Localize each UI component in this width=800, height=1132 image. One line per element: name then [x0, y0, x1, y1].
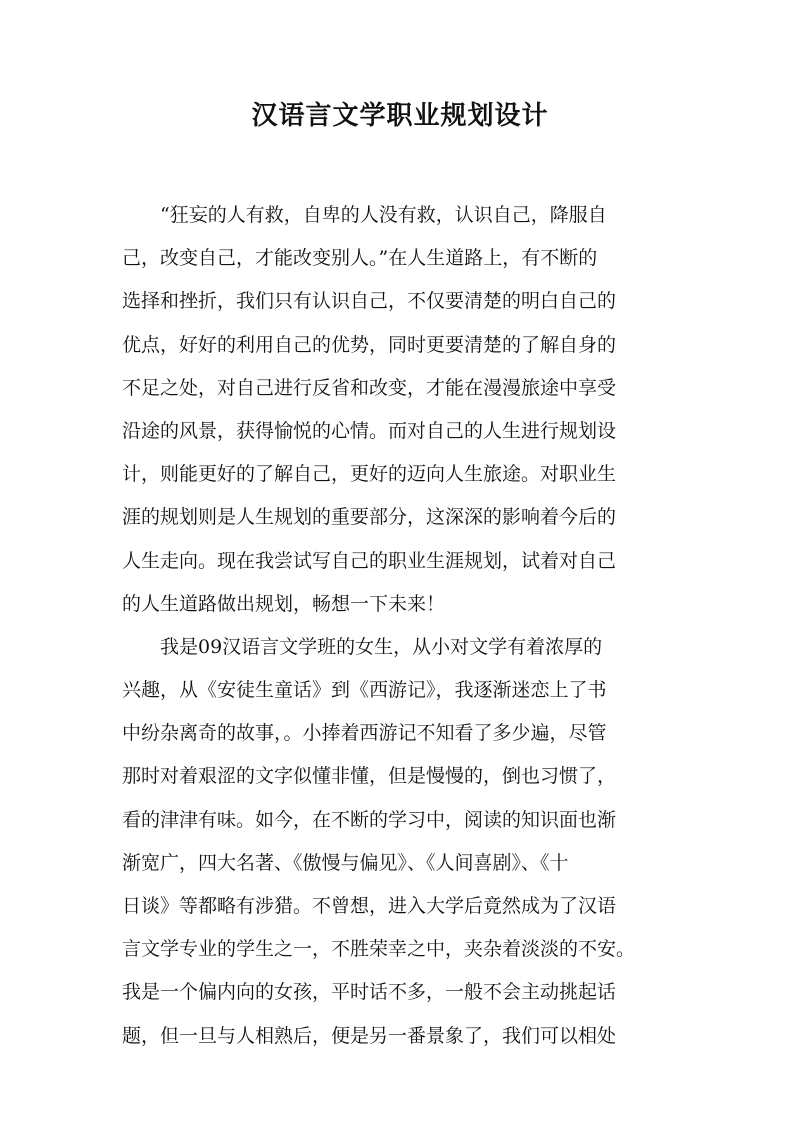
text-line: 渐宽广，四大名著、《傲慢与偏见》、《人间喜剧》、《十: [122, 851, 569, 874]
text-line: 中纷杂离奇的故事，。小捧着西游记不知看了多少遍，尽管: [122, 722, 607, 745]
text-line: 己，改变自己，才能改变别人。”在人生道路上，有不断的: [122, 247, 598, 270]
text-line: 言文学专业的学生之一，不胜荣幸之中，夹杂着淡淡的不安。: [122, 938, 636, 961]
document-body: [122, 194, 682, 1058]
text-line: 我是一个偏内向的女孩，平时话不多，一般不会主动挑起话: [122, 981, 617, 1004]
text-line: 看的津津有味。如今，在不断的学习中，阅读的知识面也渐: [122, 808, 617, 831]
text-line: 题，但一旦与人相熟后，便是另一番景象了，我们可以相处: [122, 1024, 617, 1047]
text-line: “狂妄的人有救，自卑的人没有救，认识自己，降服自: [122, 204, 607, 226]
text-line: 兴趣，从《安徒生童话》到《西游记》，我逐渐迷恋上了书: [122, 679, 607, 702]
text-line: 那时对着艰涩的文字似懂非懂，但是慢慢的，倒也习惯了，: [122, 765, 617, 788]
text-line: 选择和挫折，我们只有认识自己，不仅要清楚的明白自己的: [122, 290, 617, 313]
text-line: 不足之处，对自己进行反省和改变，才能在漫漫旅途中享受: [122, 376, 617, 399]
text-line: 涯的规划则是人生规划的重要部分，这深深的影响着今后的: [122, 506, 617, 529]
document-title: 汉语言文学职业规划设计: [251, 101, 549, 131]
text-line: 的人生道路做出规划，畅想一下未来！: [122, 592, 446, 615]
text-line: 沿途的风景，获得愉悦的心情。而对自己的人生进行规划设: [122, 419, 617, 442]
text-line: 日谈》等都略有涉猎。不曾想，进入大学后竟然成为了汉语: [122, 895, 617, 917]
text-line: 计，则能更好的了解自己，更好的迈向人生旅途。对职业生: [122, 463, 617, 486]
text-line: 我是09汉语言文学班的女生，从小对文学有着浓厚的: [122, 635, 603, 658]
text-line: 人生走向。现在我尝试写自己的职业生涯规划，试着对自己: [122, 549, 617, 572]
text-line: 优点，好好的利用自己的优势，同时更要清楚的了解自身的: [122, 333, 617, 356]
